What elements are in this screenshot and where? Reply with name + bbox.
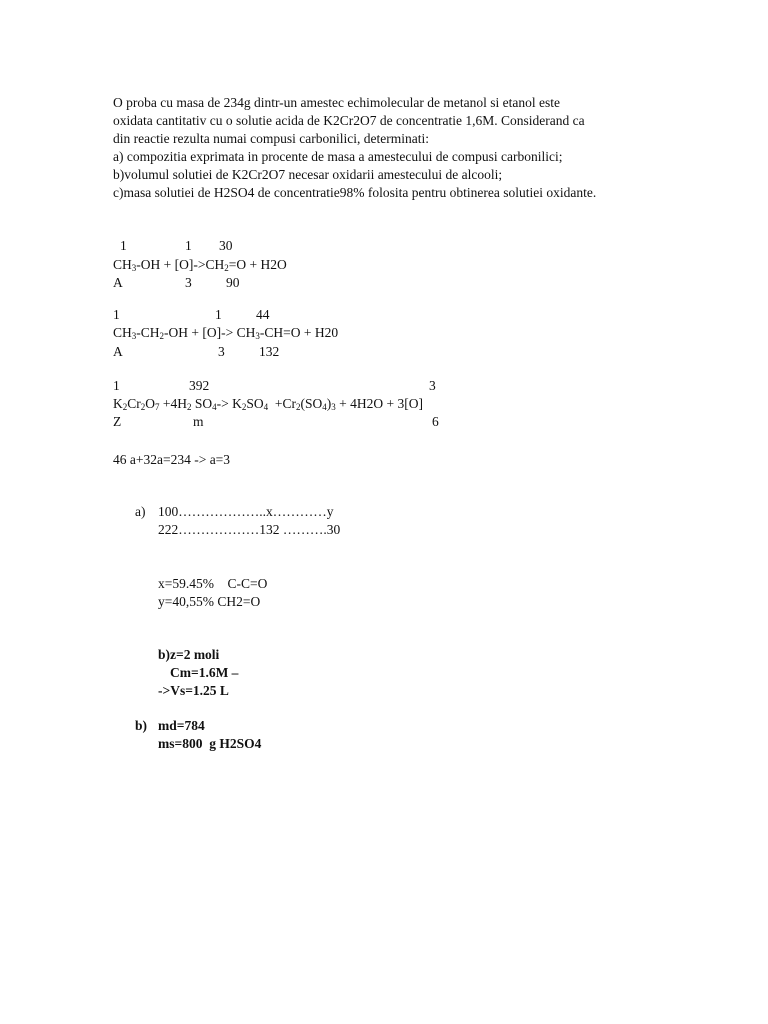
part-a-label: a) <box>135 504 146 519</box>
reaction1-top-1: 1 <box>120 238 127 253</box>
reaction2-bottom-2: 3 <box>218 344 225 359</box>
problem-line-2: oxidata cantitativ cu o solutie acida de K2Cr2O7 de concentratie 1,6M. Considerand ca <box>113 113 585 128</box>
reaction3-bottom-3: 6 <box>432 414 439 429</box>
part-c-ms: ms=800 g H2SO4 <box>158 736 262 751</box>
reaction1-top-2: 1 <box>185 238 192 253</box>
part-b-cm: Cm=1.6M – <box>170 665 239 680</box>
part-b-vs: ->Vs=1.25 L <box>158 683 229 698</box>
part-a-line-2: 222………………132 ……….30 <box>158 522 341 537</box>
reaction2-bottom-3: 132 <box>259 344 280 359</box>
reaction2-top-3: 44 <box>256 307 270 322</box>
part-b-z: b)z=2 moli <box>158 647 220 662</box>
reaction3-top-1: 1 <box>113 378 120 393</box>
problem-line-3: din reactie rezulta numai compusi carbonilici, determinati: <box>113 131 430 146</box>
part-c-label: b) <box>135 718 148 733</box>
solve-a-equation: 46 a+32a=234 -> a=3 <box>113 452 231 467</box>
problem-line-4: a) compozitia exprimata in procente de masa a amestecului de compusi carbonilici; <box>113 149 563 164</box>
reaction2-top-1: 1 <box>113 307 120 322</box>
reaction3-top-3: 3 <box>429 378 436 393</box>
reaction1-top-3: 30 <box>219 238 233 253</box>
reaction3-bottom-1: Z <box>113 414 122 429</box>
reaction3-bottom-2: m <box>193 414 204 429</box>
problem-line-6: c)masa solutiei de H2SO4 de concentratie98% folosita pentru obtinerea solutiei oxidante. <box>113 185 597 200</box>
reaction2-equation: $CH_3-CH_2-OH + [O]-> CH_3-CH=O + H20$ <box>113 325 339 341</box>
problem-line-1: O proba cu masa de 234g dintr-un amestec echimolecular de metanol si etanol este <box>113 95 560 110</box>
reaction2-top-2: 1 <box>215 307 222 322</box>
problem-line-5: b)volumul solutiei de K2Cr2O7 necesar oxidarii amestecului de alcooli; <box>113 167 503 182</box>
reaction1-bottom-3: 90 <box>226 275 240 290</box>
reaction1-bottom-1: A <box>113 275 123 290</box>
part-a-x-result: x=59.45% C-C=O <box>158 576 268 591</box>
reaction1-bottom-2: 3 <box>185 275 192 290</box>
part-a-line-1: 100………………..x…………y <box>158 504 334 519</box>
part-c-md: md=784 <box>158 718 205 733</box>
reaction1-equation: $CH_3-OH + [O]->CH_2=O + H2O$ <box>113 257 287 273</box>
reaction3-top-2: 392 <box>189 378 210 393</box>
part-a-y-result: y=40,55% CH2=O <box>158 594 261 609</box>
reaction2-bottom-1: A <box>113 344 123 359</box>
reaction3-equation: $K_2Cr_2O_7 +4H_2$ $SO_4-> K_2SO_4 +Cr_2(SO_4)_3 + 4H2O + 3[O]$ <box>113 396 423 412</box>
